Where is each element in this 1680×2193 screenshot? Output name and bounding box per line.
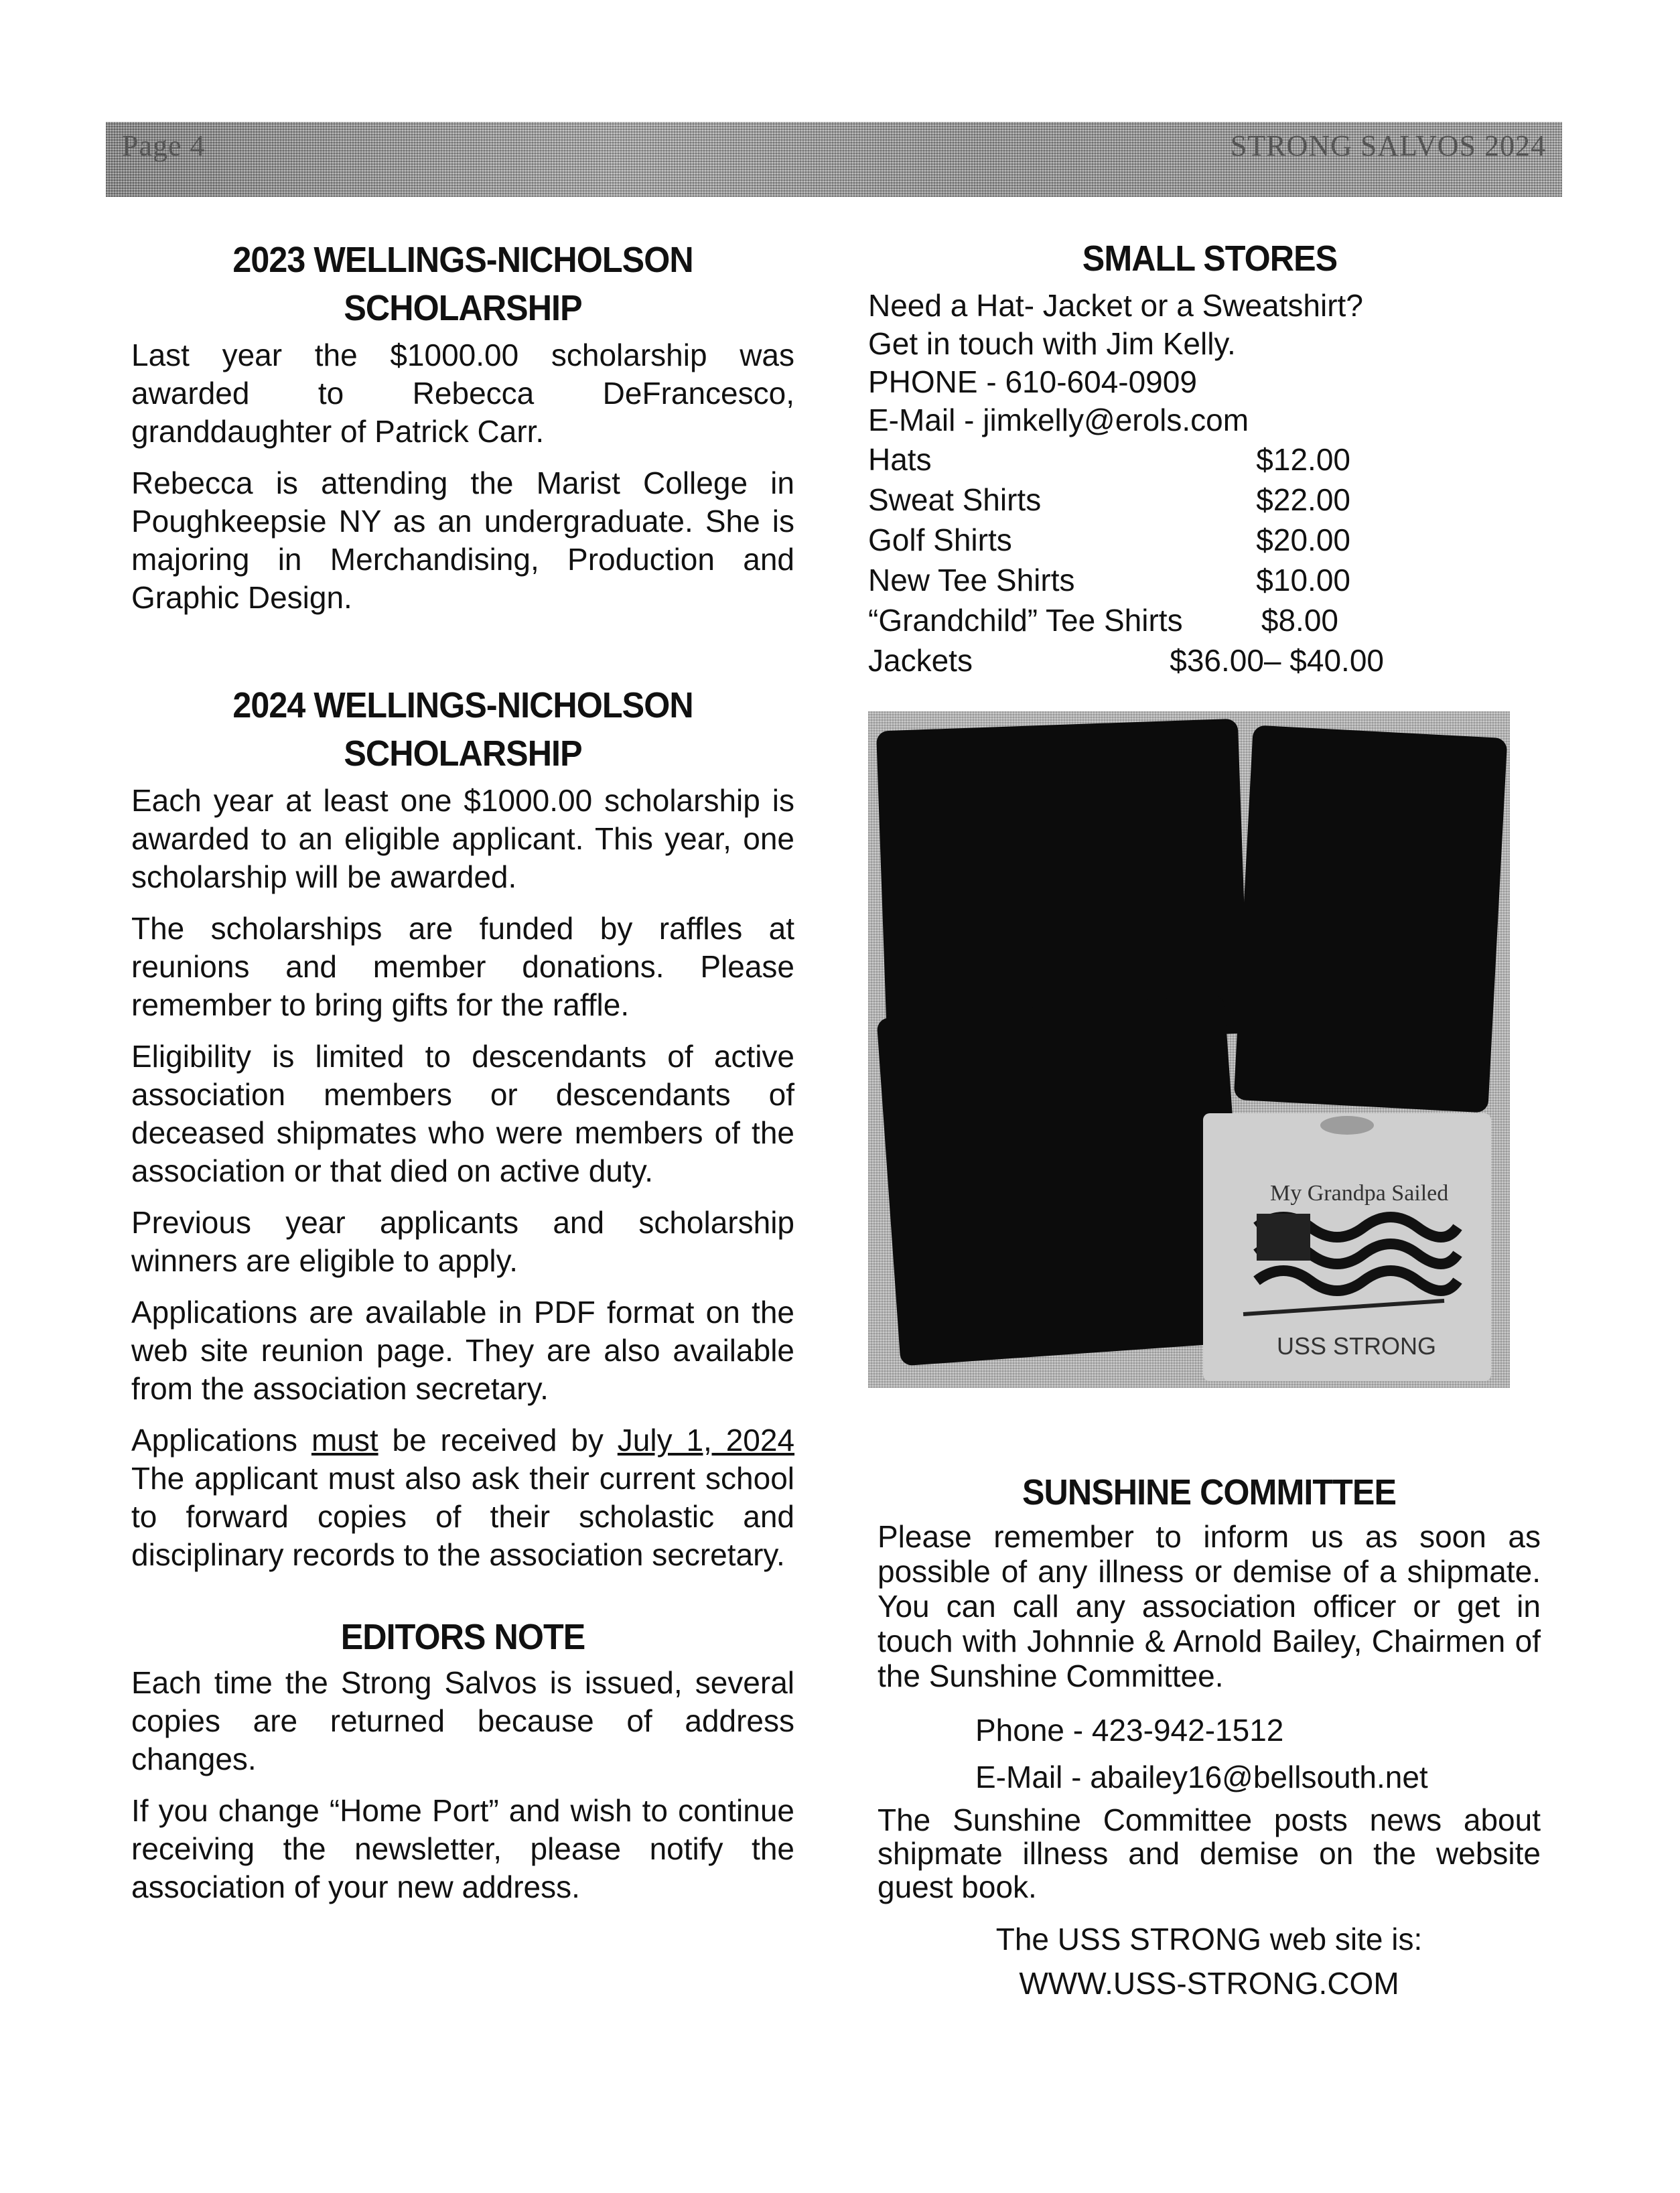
application-deadline-paragraph <box>131 1421 794 1574</box>
scholarship-2024-paragraph: Applications are available in PDF format on the web site reunion page. They are also available from the association secretary. <box>131 1295 794 1406</box>
scholarship-2024-paragraph: Previous year applicants and scholarship winners are eligible to apply. <box>131 1205 794 1278</box>
left-column <box>131 236 794 1920</box>
price-item-value: $20.00 <box>1256 522 1350 557</box>
price-row <box>868 520 1384 560</box>
small-stores-email: E-Mail - jimkelly@erols.com <box>868 403 1249 437</box>
price-item-name: New Tee Shirts <box>868 562 1075 597</box>
scholarship-2023-paragraph: Last year the $1000.00 scholarship was awarded to Rebecca DeFrancesco, granddaughter of Patrick Carr. <box>131 338 794 449</box>
tee-flag-graphic <box>1203 1113 1491 1381</box>
editors-note-title: EDITORS NOTE <box>340 1617 585 1657</box>
scholarship-2024-title-line1: 2024 WELLINGS-NICHOLSON <box>232 685 693 725</box>
tee-text-upper: My Grandpa Sailed <box>1270 1181 1449 1206</box>
newsletter-title: STRONG SALVOS 2024 <box>1230 129 1546 162</box>
deadline-rest: The applicant must also ask their current school to forward copies of their scholastic and disciplinary records to the association secretary. <box>131 1461 794 1572</box>
scholarship-2024-section <box>131 681 794 1574</box>
price-item-value: $36.00– $40.00 <box>1170 642 1384 678</box>
editors-note-section <box>131 1613 794 1906</box>
price-row <box>868 480 1384 520</box>
price-row <box>868 560 1384 600</box>
scholarship-2024-paragraph: Each year at least one $1000.00 scholarship is awarded to an eligible applicant. This year, one scholarship will be awarded. <box>131 783 794 894</box>
sunshine-committee-section <box>878 1468 1541 2005</box>
scholarship-2023-title-line2: SCHOLARSHIP <box>344 288 582 328</box>
small-stores-section <box>868 234 1384 681</box>
deadline-prefix: Applications <box>131 1423 298 1458</box>
price-item-name: Hats <box>868 441 932 477</box>
price-item-name: Jackets <box>868 642 973 678</box>
price-item-name: Sweat Shirts <box>868 482 1042 517</box>
small-stores-phone: PHONE - 610-604-0909 <box>868 364 1197 399</box>
page-number: Page 4 <box>122 129 206 162</box>
scholarship-2023-title-line1: 2023 WELLINGS-NICHOLSON <box>232 240 693 280</box>
grandchild-tee-shape <box>1203 1113 1491 1381</box>
header-band <box>106 122 1562 197</box>
price-row <box>868 640 1384 681</box>
price-item-value: $22.00 <box>1256 482 1350 517</box>
scholarship-2024-paragraph: Eligibility is limited to descendants of active association members or descendants of deceased shipmates who were members of the association or that died on active duty. <box>131 1039 794 1188</box>
scholarship-2023-section <box>131 236 794 617</box>
price-item-value: $8.00 <box>1261 602 1338 638</box>
small-stores-line: Get in touch with Jim Kelly. <box>868 326 1236 361</box>
scholarship-2024-title-line2: SCHOLARSHIP <box>344 733 582 774</box>
editors-note-paragraph: Each time the Strong Salvos is issued, several copies are returned because of address changes. <box>131 1665 794 1776</box>
price-list <box>868 439 1384 681</box>
scholarship-2023-paragraph: Rebecca is attending the Marist College in Poughkeepsie NY as an undergraduate. She is majoring in Merchandising, Production and Graphic Design. <box>131 466 794 615</box>
shirt-shape <box>1234 725 1508 1113</box>
sunshine-paragraph-2: The Sunshine Committee posts news about shipmate illness and demise on the website guest book. <box>878 1802 1541 1904</box>
sunshine-email: E-Mail - abailey16@bellsouth.net <box>975 1760 1428 1794</box>
price-row <box>868 439 1384 480</box>
sunshine-paragraph: Please remember to inform us as soon as possible of any illness or demise of a shipmate. You can call any association officer or get in touch with Johnnie & Arnold Bailey, Chairmen of the Sunshine Committee. <box>878 1519 1541 1693</box>
editors-note-paragraph: If you change “Home Port” and wish to continue receiving the newsletter, please notify the association of your new address. <box>131 1793 794 1904</box>
sunshine-phone: Phone - 423-942-1512 <box>975 1713 1284 1748</box>
shirt-shape <box>876 994 1248 1366</box>
tee-text-lower: USS STRONG <box>1277 1332 1437 1360</box>
deadline-mid: be received by <box>392 1423 604 1458</box>
small-stores-title: SMALL STORES <box>1082 238 1338 279</box>
website-url: WWW.USS-STRONG.COM <box>1019 1966 1399 2001</box>
website-label: The USS STRONG web site is: <box>995 1922 1423 1957</box>
deadline-must: must <box>311 1423 378 1458</box>
scholarship-2024-paragraph: The scholarships are funded by raffles at reunions and member donations. Please remember to bring gifts for the raffle. <box>131 911 794 1022</box>
price-item-value: $12.00 <box>1256 441 1350 477</box>
price-item-name: Golf Shirts <box>868 522 1012 557</box>
merchandise-photo <box>868 711 1510 1388</box>
price-row <box>868 600 1384 640</box>
price-item-value: $10.00 <box>1256 562 1350 597</box>
sunshine-title: SUNSHINE COMMITTEE <box>1022 1472 1397 1512</box>
price-item-name: “Grandchild” Tee Shirts <box>868 602 1183 638</box>
deadline-date: July 1, 2024 <box>617 1423 795 1458</box>
small-stores-line: Need a Hat- Jacket or a Sweatshirt? <box>868 288 1363 323</box>
